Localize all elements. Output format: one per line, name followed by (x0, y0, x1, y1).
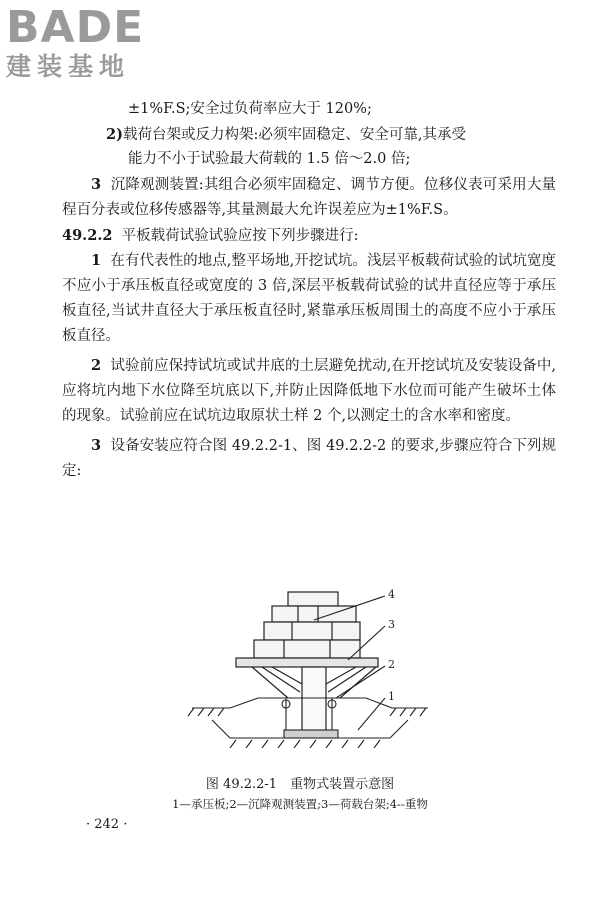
item-number: 2) (106, 126, 123, 143)
paragraph-text: 试验前应保持试坑或试井底的土层避免扰动,在开挖试坑及安装设备中,应将坑内地下水位降至坑底以下,并防止因降低地下水位而可能产生破坏土体的现象。试验前应在试坑边取原状土样 2 个,以测定土的含水率和密度。 (62, 358, 557, 424)
load-platform (236, 658, 378, 667)
load-test-diagram (180, 580, 440, 760)
section-number: 49.2.2 (62, 227, 113, 244)
label-3: 3 (388, 618, 395, 631)
weight-block (264, 622, 360, 640)
label-1: 1 (388, 690, 395, 703)
figure-caption: 图 49.2.2-1 重物式装置示意图 (205, 777, 395, 792)
bearing-plate (284, 730, 338, 738)
load-column (302, 667, 326, 735)
body-text-top (62, 97, 556, 484)
logo-subtitle: 建装基地 (6, 52, 131, 81)
paragraph-3 (62, 172, 556, 223)
item-number: 2 (91, 357, 102, 374)
item-text: 载荷台架或反力构架:必须牢固稳定、安全可靠,其承受 (122, 127, 466, 143)
text-line (62, 122, 556, 147)
weight-block (254, 640, 360, 658)
item-number: 3 (91, 437, 102, 454)
text-line: ±1%F.S;安全过负荷率应大于 120%; (128, 101, 372, 117)
page-number: · 242 · (86, 817, 128, 832)
section-heading (62, 223, 556, 248)
text-line: 能力不小于试验最大荷载的 1.5 倍～2.0 倍; (128, 151, 411, 167)
item-number: 3 (91, 176, 102, 193)
logo-wordmark: BADE (6, 2, 145, 53)
logo (6, 2, 145, 82)
paragraph-text: 设备安装应符合图 49.2.2-1、图 49.2.2-2 的要求,步骤应符合下列规定: (62, 438, 556, 479)
paragraph-2 (62, 353, 556, 429)
paragraph-1 (62, 248, 556, 349)
paragraph-text: 在有代表性的地点,整平场地,开挖试坑。浅层平板载荷试验的试坑宽度不应小于承压板直径或宽度的 3 倍,深层平板载荷试验的试井直径应等于承压板直径,当试井直径大于承压板直径时,紧靠承压板周围土的高度不应小于承压板直径。 (62, 253, 557, 344)
figure-legend: 1—承压板;2—沉降观测装置;3—荷载台架;4--重物 (172, 797, 428, 811)
paragraph-3b (62, 433, 556, 484)
label-4: 4 (388, 588, 395, 601)
paragraph-text: 沉降观测装置:其组合必须牢固稳定、调节方便。位移仪表可采用大量程百分表或位移传感器等,其量测最大允许误差应为±1%F.S。 (62, 177, 557, 218)
label-2: 2 (388, 658, 395, 671)
weight-block (288, 592, 338, 606)
item-number: 1 (91, 252, 102, 269)
section-title: 平板载荷试验试验应按下列步骤进行: (121, 228, 359, 244)
